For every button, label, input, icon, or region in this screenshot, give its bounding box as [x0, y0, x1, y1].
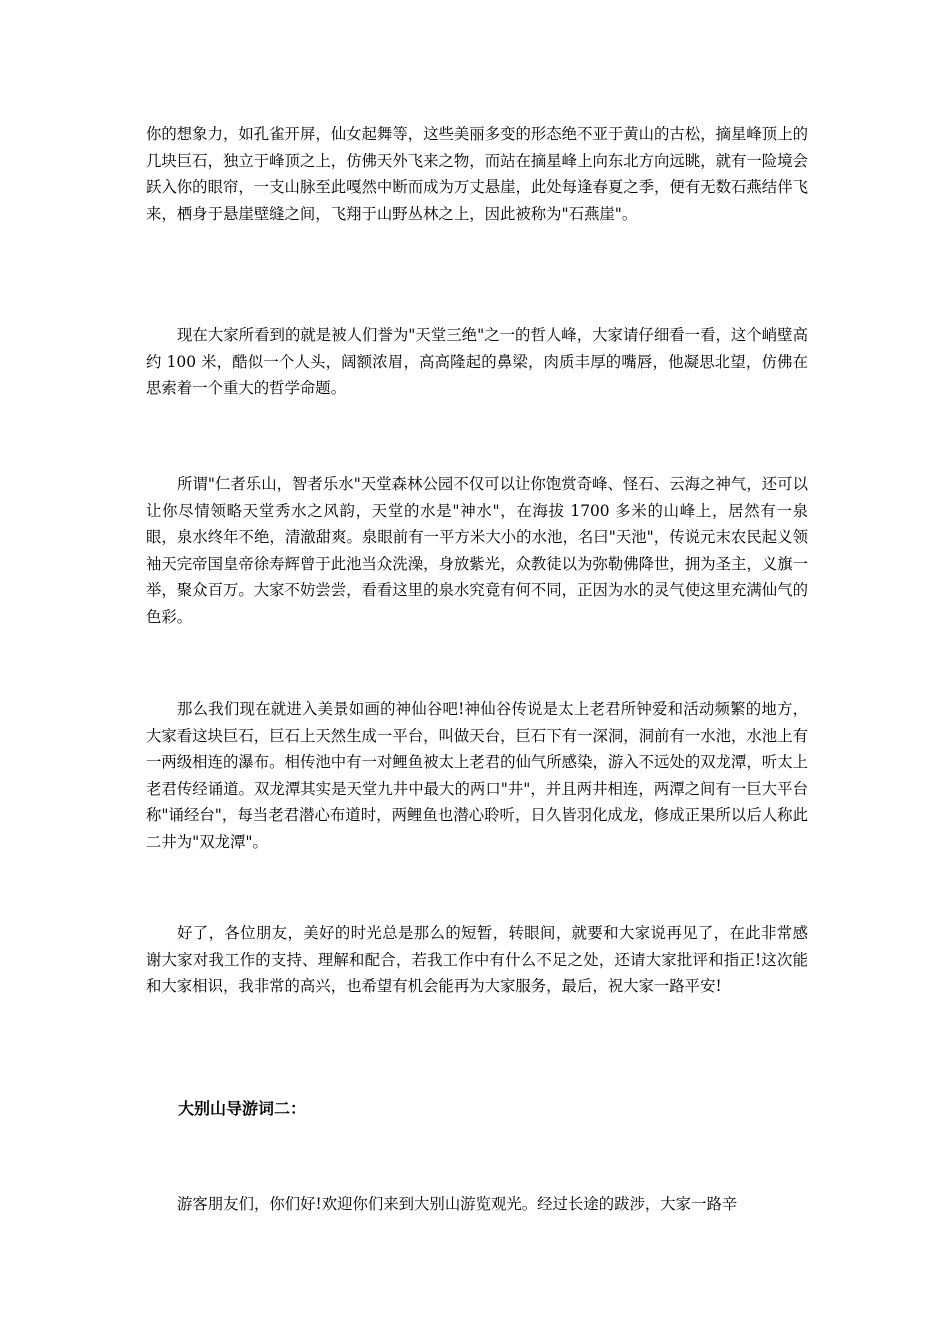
paragraph-philosopher-peak: 现在大家所看到的就是被人们誉为"天堂三绝"之一的哲人峰，大家请仔细看一看，这个峭壁高约 100 米，酷似一个人头，阔额浓眉，高高隆起的鼻梁，肉质丰厚的嘴唇，他凝思北望，仿佛在思索着一个重大的哲学命题。: [146, 326, 808, 397]
paragraph-farewell: 好了，各位朋友，美好的时光总是那么的短暂，转眼间，就要和大家说再见了，在此非常感谢大家对我工作的支持、理解和配合，若我工作中有什么不足之处，还请大家批评和指正!这次能和大家相识，我非常的高兴，也希望有机会能再为大家服务，最后，祝大家一路平安!: [146, 924, 808, 995]
section-heading: 大别山导游词二：: [178, 1099, 307, 1118]
paragraph-immortal-valley: 那么我们现在就进入美景如画的神仙谷吧!神仙谷传说是太上老君所钟爱和活动频繁的地方，大家看这块巨石，巨石上天然生成一平台，叫做天台，巨石下有一深洞，洞前有一水池，水池上有一两级相连的瀑布。相传池中有一对鲤鱼被太上老君的仙气所感染，游入不远处的双龙潭，听太上老君传经诵道。双龙潭其实是天堂九井中最大的两口"井"，并且两井相连，两潭之间有一巨大平台称"诵经台"，每当老君潜心布道时，两鲤鱼也潜心聆听，日久皆羽化成龙，修成正果所以后人称此二井为"双龙潭"。: [146, 700, 808, 851]
paragraph-sacred-water: 所谓"仁者乐山，智者乐水"天堂森林公园不仅可以让你饱赏奇峰、怪石、云海之神气，还可以让你尽情领略天堂秀水之风韵，天堂的水是"神水"，在海拔 1700 多米的山峰上，居然有一泉眼，泉水终年不绝，清澈甜爽。泉眼前有一平方米大小的水池，名曰"天池"，传说元末农民起义领袖天完帝国皇帝徐寿辉曾于此池当众洗澡，身放紫光，众教徒以为弥勒佛降世，拥为圣主，义旗一举，聚众百万。大家不妨尝尝，看看这里的泉水究竟有何不同，正因为水的灵气使这里充满仙气的色彩。: [146, 475, 808, 626]
paragraph-stone-swallow-cliff: 你的想象力，如孔雀开屏，仙女起舞等，这些美丽多变的形态绝不亚于黄山的古松，摘星峰顶上的几块巨石，独立于峰顶之上，仿佛天外飞来之物，而站在摘星峰上向东北方向远眺，就有一险境会跃入你的眼帘，一支山脉至此嘎然中断而成为万丈悬崖，此处每逢春夏之季，便有无数石燕结伴飞来，栖身于悬崖壁缝之间，飞翔于山野丛林之上，因此被称为"石燕崖"。: [146, 125, 808, 223]
paragraph-dabie-intro: 游客朋友们，你们好!欢迎你们来到大别山游览观光。经过长途的跋涉，大家一路辛: [177, 1195, 738, 1213]
